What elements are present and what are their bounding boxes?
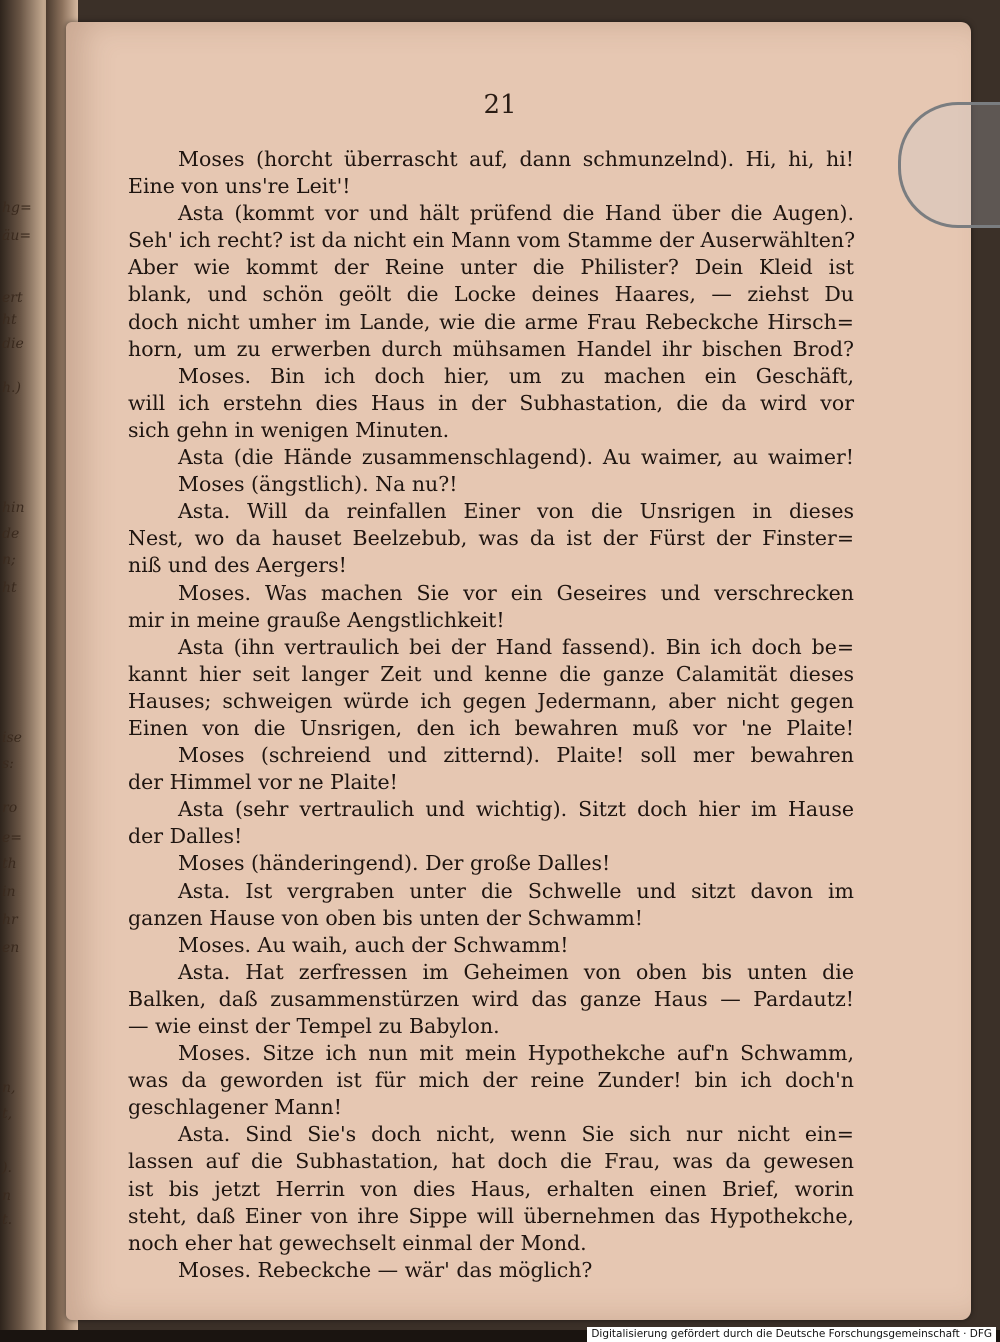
text-line: Asta. Will da reinfallen Einer von die Unsrigen in dieses (178, 499, 854, 524)
facing-page-fragment: t, (2, 1106, 13, 1122)
facing-page-fragment: ht (2, 580, 17, 596)
facing-page-fragment: t. (2, 1212, 13, 1228)
text-line: Moses. Au waih, auch der Schwamm! (178, 932, 569, 957)
page-number: 21 (483, 90, 517, 120)
text-line: — wie einst der Tempel zu Babylon. (128, 1014, 500, 1038)
page-body-text (128, 146, 854, 1284)
text-line: Asta (die Hände zusammenschlagend). Au waimer, au waimer! (178, 445, 854, 470)
text-line: Seh' ich recht? ist da nicht ein Mann vom Stamme der Auserwählten? (128, 228, 856, 253)
text-line: Asta (sehr vertraulich und wichtig). Sitzt doch hier im Hause (178, 797, 854, 822)
text-line: Asta (ihn vertraulich bei der Hand fassend). Bin ich doch be= (178, 634, 854, 659)
facing-page-fragment: ). (2, 1160, 12, 1176)
facing-page-fragment: n (2, 1188, 12, 1204)
text-line: niß und des Aergers! (128, 553, 347, 578)
text-line: doch nicht umher im Lande, wie die arme Frau Rebeckche Hirsch= (128, 309, 854, 334)
text-line: Moses (ängstlich). Na nu?! (178, 472, 458, 497)
text-line: sich gehn in wenigen Minuten. (128, 417, 450, 442)
text-line: Asta. Ist vergraben unter die Schwelle und sitzt davon im (178, 878, 854, 903)
text-line: lassen auf die Subhastation, hat doch die Frau, was da gewesen (128, 1149, 854, 1174)
text-line: Einen von die Unsrigen, den ich bewahren muß vor 'ne Plaite! (128, 715, 854, 740)
text-line: Asta (kommt vor und hält prüfend die Hand über die Augen). (178, 201, 854, 226)
text-line: steht, daß Einer von ihre Sippe will übernehmen das Hypothekche, (128, 1203, 854, 1228)
facing-page-fragment: äu= (2, 228, 32, 244)
text-line: Moses (schreiend und zitternd). Plaite! soll mer bewahren (178, 743, 854, 768)
text-line: ganzen Hause von oben bis unten der Schwamm! (128, 905, 644, 930)
digitization-credit: Digitalisierung gefördert durch die Deutsche Forschungsgemeinschaft · DFG (587, 1327, 996, 1342)
facing-page-fragment: n; (2, 552, 16, 568)
text-line: Moses. Was machen Sie vor ein Geseires und verschrecken (178, 580, 854, 605)
facing-page-fragment: s: (2, 756, 14, 772)
facing-page-fragment: ht (2, 312, 17, 328)
facing-page-fragment: in (2, 884, 16, 900)
text-line: mir in meine grauße Aengstlichkeit! (128, 607, 505, 632)
facing-page-fragment: th (2, 856, 17, 872)
text-line: Moses. Sitze ich nun mit mein Hypothekche auf'n Schwamm, (178, 1041, 854, 1066)
text-line: Moses. Bin ich doch hier, um zu machen ein Geschäft, (178, 363, 854, 388)
text-line: noch eher hat gewechselt einmal der Mond. (128, 1230, 587, 1255)
text-line: blank, und schön geölt die Locke deines Haares, — ziehst Du (128, 282, 854, 307)
facing-page-fragment: en (2, 940, 20, 956)
facing-page-fragment: ert (2, 290, 23, 306)
text-line: Nest, wo da hauset Beelzebub, was da ist der Fürst der Finster= (128, 526, 854, 551)
text-line: kannt hier seit langer Zeit und kenne die ganze Calamität dieses (128, 661, 854, 686)
text-line: Eine von uns're Leit'! (128, 174, 351, 199)
page-clip (898, 102, 1000, 228)
text-line: ist bis jetzt Herrin von dies Haus, erhalten einen Brief, worin (128, 1176, 854, 1201)
text-line: Moses (horcht überrascht auf, dann schmunzelnd). Hi, hi, hi! (178, 147, 854, 171)
text-line: Asta. Sind Sie's doch nicht, wenn Sie sich nur nicht ein= (178, 1122, 854, 1147)
text-line: Hauses; schweigen würde ich gegen Jedermann, aber nicht gegen (128, 688, 854, 713)
facing-page-fragment: die (2, 336, 24, 352)
text-line: Asta. Hat zerfressen im Geheimen von oben bis unten die (178, 959, 854, 984)
facing-page-fragment: h.) (2, 380, 21, 396)
text-line: Aber wie kommt der Reine unter die Philister? Dein Kleid ist (128, 255, 854, 280)
facing-page-fragment: ro (2, 800, 18, 816)
facing-page-fragment: n, (2, 1080, 16, 1096)
facing-page-fragment: de (2, 526, 20, 542)
text-line: Balken, daß zusammenstürzen wird das ganze Haus — Pardautz! (128, 986, 854, 1011)
facing-page-fragment: e= (2, 830, 23, 846)
text-line: horn, um zu erwerben durch mühsamen Handel ihr bischen Brod? (128, 336, 854, 361)
text-line: geschlagener Mann! (128, 1095, 342, 1120)
text-line: Moses (händeringend). Der große Dalles! (178, 851, 611, 876)
facing-page-fragment: hin (2, 500, 25, 516)
text-line: Moses. Rebeckche — wär' das möglich? (178, 1257, 593, 1282)
facing-page-fragment: ise (2, 730, 22, 746)
facing-page-fragment: hg= (2, 200, 32, 216)
text-line: der Himmel vor ne Plaite! (128, 770, 398, 795)
text-line: der Dalles! (128, 824, 243, 849)
facing-page-fragment: hr (2, 912, 18, 928)
text-line: was da geworden ist für mich der reine Zunder! bin ich doch'n (128, 1068, 854, 1093)
text-line: will ich erstehn dies Haus in der Subhastation, die da wird vor (128, 390, 854, 415)
